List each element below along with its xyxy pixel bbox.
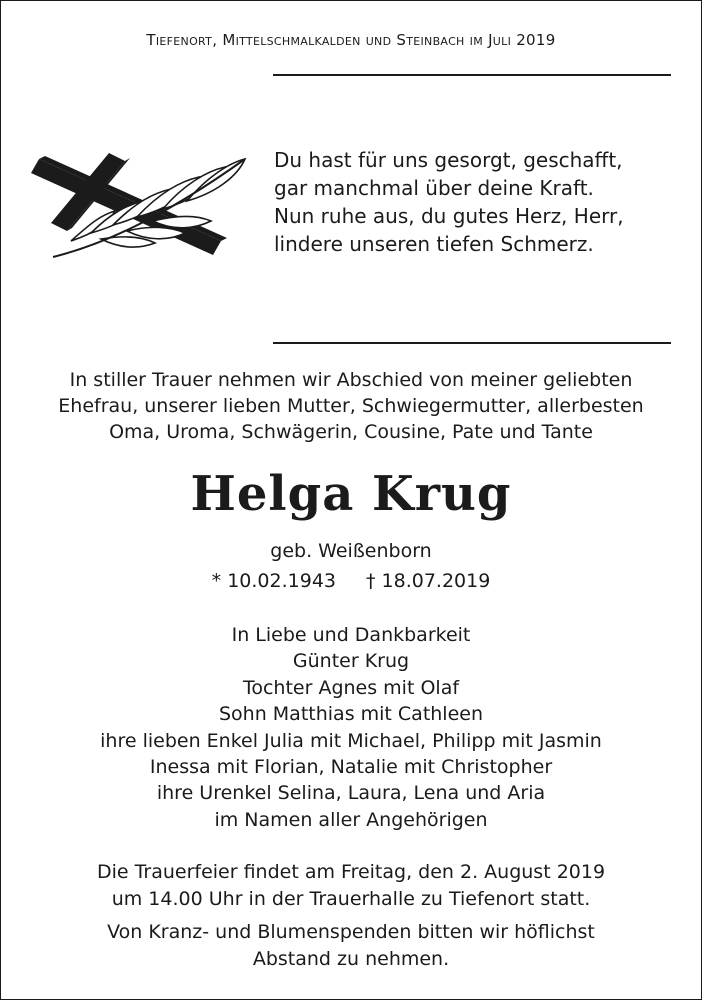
birth-date: * 10.02.1943 [211,570,336,592]
intro-line: Oma, Uroma, Schwägerin, Cousine, Pate und Tante [109,421,593,443]
mourner-line: In Liebe und Dankbarkeit [231,624,471,646]
death-date: † 18.07.2019 [366,570,491,592]
maiden-name: geb. Weißenborn [270,540,432,562]
mourner-line: Sohn Matthias mit Cathleen [218,703,484,726]
verse-line: gar manchmal über deine Kraft. [274,176,594,200]
mourner-line: im Namen aller Angehörigen [214,808,488,831]
mourner-line: Inessa mit Florian, Natalie mit Christopher [149,756,553,779]
mourner-line: Günter Krug [292,650,410,673]
divider-top [273,74,671,76]
cross-with-palm-branch-icon [31,153,253,265]
flowers-note [1,919,701,973]
mourner-line: ihre lieben Enkel Julia mit Michael, Philipp mit Jasmin [100,729,602,752]
funeral-info [1,859,701,913]
verse-line: lindere unseren tiefen Schmerz. [274,232,594,256]
intro-line: In stiller Trauer nehmen wir Abschied von meiner geliebten [69,369,633,391]
life-dates [1,568,701,594]
flowers-line: Von Kranz- und Blumenspenden bitten wir höflichst [107,921,595,943]
mourner-line: Tochter Agnes mit Olaf [242,676,460,699]
header-places-date: Tiefenort, Mittelschmalkalden und Steinbach im Juli 2019 [146,31,556,49]
mourners-list [1,622,701,833]
funeral-line: Die Trauerfeier findet am Freitag, den 2. August 2019 [96,861,606,883]
intro-text [1,367,701,445]
flowers-line: Abstand zu nehmen. [252,948,450,970]
intro-line: Ehefrau, unserer lieben Mutter, Schwiegermutter, allerbesten [58,395,644,417]
funeral-line: um 14.00 Uhr in der Trauerhalle zu Tiefenort statt. [111,888,591,910]
verse-line: Nun ruhe aus, du gutes Herz, Herr, [274,204,624,228]
mourner-line: ihre Urenkel Selina, Laura, Lena und Aria [156,782,546,805]
divider-bottom [273,342,671,344]
memorial-verse [274,146,624,258]
deceased-name: Helga Krug [190,466,512,522]
verse-line: Du hast für uns gesorgt, geschafft, [274,148,623,172]
